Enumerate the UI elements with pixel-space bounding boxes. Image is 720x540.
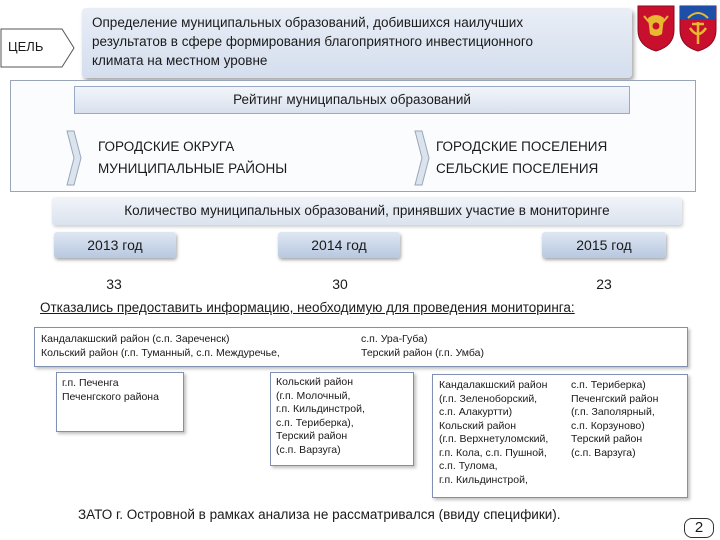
list-item: г.п. Кола, с.п. Пушной, (439, 446, 547, 459)
list-item: (г.п. Заполярный, (571, 406, 655, 418)
refused-multi-col1 (439, 379, 548, 487)
page-number: 2 (684, 518, 714, 538)
list-item: (г.п. Верхнетуломский, (439, 433, 549, 445)
list-item: Кольский район (276, 376, 353, 388)
year-2014-box: 2014 год (278, 232, 400, 258)
list-item: (г.п. Зеленоборский, (439, 392, 538, 405)
list-item: (с.п. Варзуга) (571, 446, 636, 459)
year-2013-box: 2013 год (54, 232, 176, 258)
chevron-right-icon (414, 130, 430, 186)
category-urban-districts: ГОРОДСКИЕ ОКРУГА (98, 139, 235, 154)
chevron-right-icon (66, 130, 82, 186)
refused-wide-right (361, 333, 484, 360)
goal-line-1: Определение муниципальных образований, добившихся наилучших (92, 15, 524, 30)
list-item: с.п. Корзуново) (571, 419, 645, 432)
list-item: Кольский район (г.п. Туманный, с.п. Междуречье, (41, 346, 280, 359)
goal-label (0, 28, 76, 68)
list-item: (с.п. Варзуга) (276, 443, 341, 456)
category-urban-settlements: ГОРОДСКИЕ ПОСЕЛЕНИЯ (436, 139, 608, 154)
refused-multi-col2 (571, 379, 658, 460)
refused-box-pechenga (56, 372, 184, 432)
list-item: Кольский район (439, 419, 516, 432)
refused-box-kola-tersky (270, 372, 414, 466)
list-item: (г.п. Молочный, (276, 389, 351, 402)
list-item: г.п. Кильдинстрой, (276, 403, 365, 415)
refused-title: Отказались предоставить информацию, необходимую для проведения мониторинга: (40, 300, 575, 315)
goal-line-3: климата на местном уровне (92, 53, 268, 68)
year-2015-box: 2015 год (542, 232, 666, 258)
category-rural-settlements: СЕЛЬСКИЕ ПОСЕЛЕНИЯ (436, 161, 599, 176)
footnote: ЗАТО г. Островной в рамках анализа не рассматривался (ввиду специфики). (78, 507, 561, 522)
list-item: Печенгский район (571, 392, 659, 405)
list-item: Кандалакшский район (439, 379, 548, 391)
list-item: Терский район (276, 430, 348, 442)
goal-line-2: результатов в сфере формирования благоприятного инвестиционного (92, 34, 534, 49)
rating-title: Рейтинг муниципальных образований (74, 86, 630, 114)
participation-title: Количество муниципальных образований, принявших участие в мониторинге (52, 197, 682, 225)
category-municipal-districts: МУНИЦИПАЛЬНЫЕ РАЙОНЫ (98, 161, 288, 176)
list-item: г.п. Печенга (62, 377, 119, 389)
refused-wide-left (41, 333, 280, 360)
count-2015: 23 (596, 276, 612, 292)
list-item: с.п. Териберка) (571, 379, 646, 391)
count-2013: 33 (106, 276, 122, 292)
refused-box-multi (432, 374, 688, 498)
list-item: с.п. Тулома, (439, 460, 498, 472)
list-item: с.п. Алакуртти) (439, 406, 513, 418)
list-item: Кандалакшский район (с.п. Зареченск) (41, 333, 230, 345)
category-group-left (98, 136, 287, 180)
count-2014: 30 (332, 276, 348, 292)
goal-description (82, 8, 632, 78)
list-item: г.п. Кильдинстрой, (439, 473, 528, 486)
list-item: Терский район (г.п. Умба) (361, 346, 484, 359)
murmansk-region-coat-of-arms-icon (678, 4, 718, 52)
goal-label-text: ЦЕЛЬ (8, 39, 44, 54)
refused-box-wide (34, 327, 688, 367)
list-item: Печенгского района (62, 390, 159, 403)
list-item: с.п. Териберка), (276, 416, 354, 429)
category-group-right (436, 136, 607, 180)
list-item: с.п. Ура-Губа) (361, 333, 428, 345)
list-item: Терский район (571, 433, 643, 445)
russia-coat-of-arms-icon (636, 4, 676, 52)
